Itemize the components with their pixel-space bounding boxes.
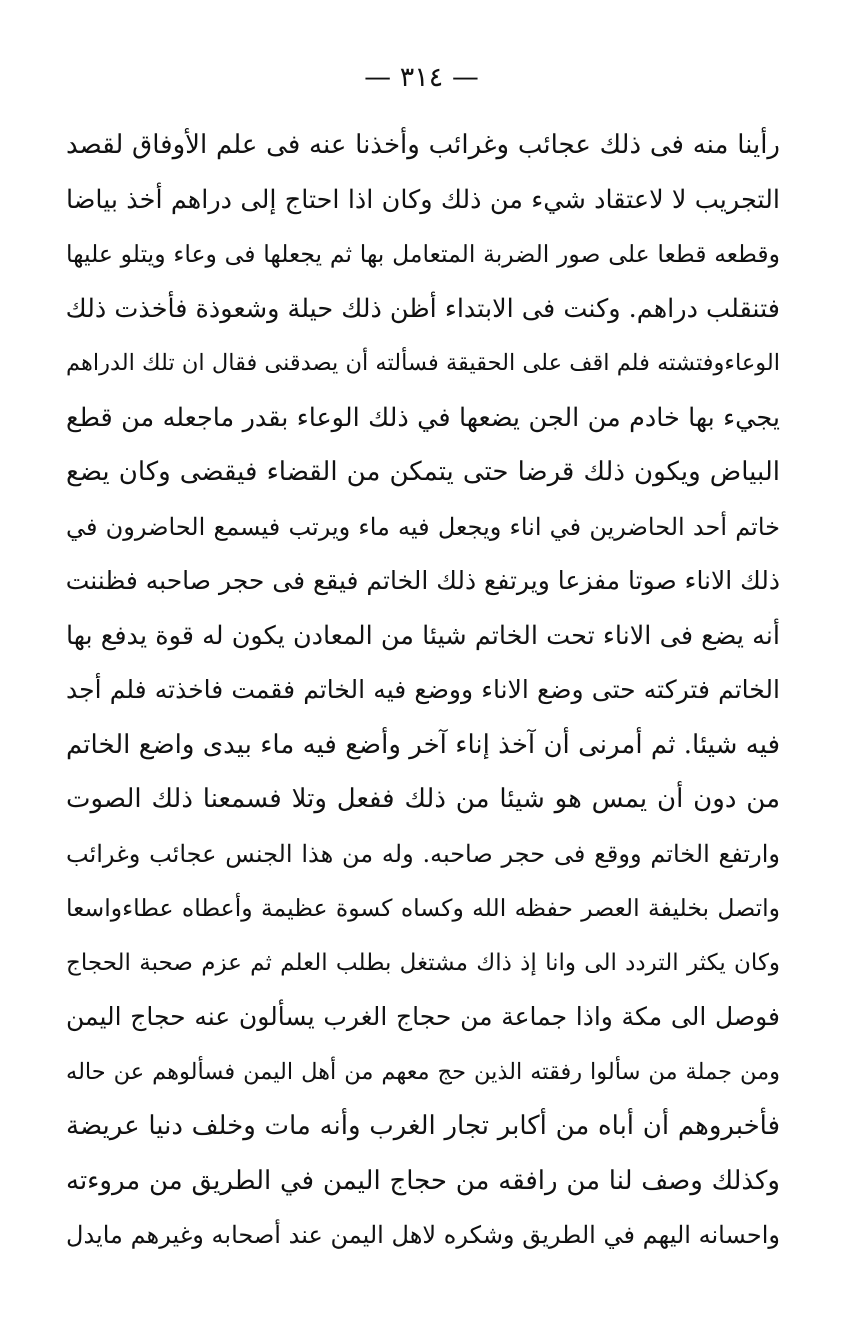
text-line: التجريب لا لاعتقاد شيء من ذلك وكان اذا احتاج إلى دراهم أخذ بياضا (66, 184, 780, 215)
text-line: أنه يضع فى الاناء تحت الخاتم شيئا من المعادن يكون له قوة يدفع بها (66, 620, 780, 651)
text-line: من دون أن يمس هو شيئا من ذلك ففعل وتلا فسمعنا ذلك الصوت (66, 784, 780, 814)
text-line: الخاتم فتركته حتى وضع الاناء ووضع فيه الخاتم فقمت فاخذته فلم أجد (66, 675, 780, 704)
text-line: وكان يكثر التردد الى وانا إذ ذاك مشتغل بطلب العلم ثم عزم صحبة الحجاج (66, 949, 780, 976)
text-line: ذلك الاناء صوتا مفزعا ويرتفع ذلك الخاتم فيقع فى حجر صاحبه فظننت (66, 566, 780, 595)
text-line: البياض ويكون ذلك قرضا حتى يتمكن من القضاء فيقضى وكان يضع (66, 457, 780, 487)
text-line: وقطعه قطعا على صور الضربة المتعامل بها ثم يجعلها فى وعاء ويتلو عليها (66, 240, 780, 268)
text-line: ومن جملة من سألوا رفقته الذين حج معهم من أهل اليمن فسألوهم عن حاله (66, 1058, 780, 1085)
text-line: وارتفع الخاتم ووقع فى حجر صاحبه. وله من هذا الجنس عجائب وغرائب (66, 839, 780, 868)
text-line: يجيء بها خادم من الجن يضعها في ذلك الوعاء بقدر ماجعله من قطع (66, 402, 780, 433)
text-line: رأينا منه فى ذلك عجائب وغرائب وأخذنا عنه فى علم الأوفاق لقصد (66, 130, 780, 160)
text-line: فوصل الى مكة واذا جماعة من حجاج الغرب يسألون عنه حجاج اليمن (66, 1002, 780, 1031)
page-number: — ٣١٤ — (364, 62, 479, 93)
text-line: فأخبروهم أن أباه من أكابر تجار الغرب وأنه مات وخلف دنيا عريضة (66, 1111, 780, 1141)
body-text (66, 118, 780, 1263)
text-line: فتنقلب دراهم. وكنت فى الابتداء أظن ذلك حيلة وشعوذة فأخذت ذلك (66, 293, 780, 324)
text-line: فيه شيئا. ثم أمرنى أن آخذ إناء آخر وأضع فيه ماء بيدى واضع الخاتم (66, 729, 780, 760)
text-line: واتصل بخليفة العصر حفظه الله وكساه كسوة عظيمة وأعطاه عطاءواسعا (66, 894, 780, 922)
text-line: وكذلك وصف لنا من رافقه من حجاج اليمن في الطريق من مروءته (66, 1165, 780, 1196)
text-line: الوعاءوفتشته فلم اقف على الحقيقة فسألته أن يصدقنى فقال ان تلك الدراهم (66, 350, 780, 376)
text-line: واحسانه اليهم في الطريق وشكره لاهل اليمن عند أصحابه وغيرهم مايدل (66, 1221, 780, 1249)
text-line: خاتم أحد الحاضرين في اناء ويجعل فيه ماء ويرتب فيسمع الحاضرون في (66, 512, 780, 541)
